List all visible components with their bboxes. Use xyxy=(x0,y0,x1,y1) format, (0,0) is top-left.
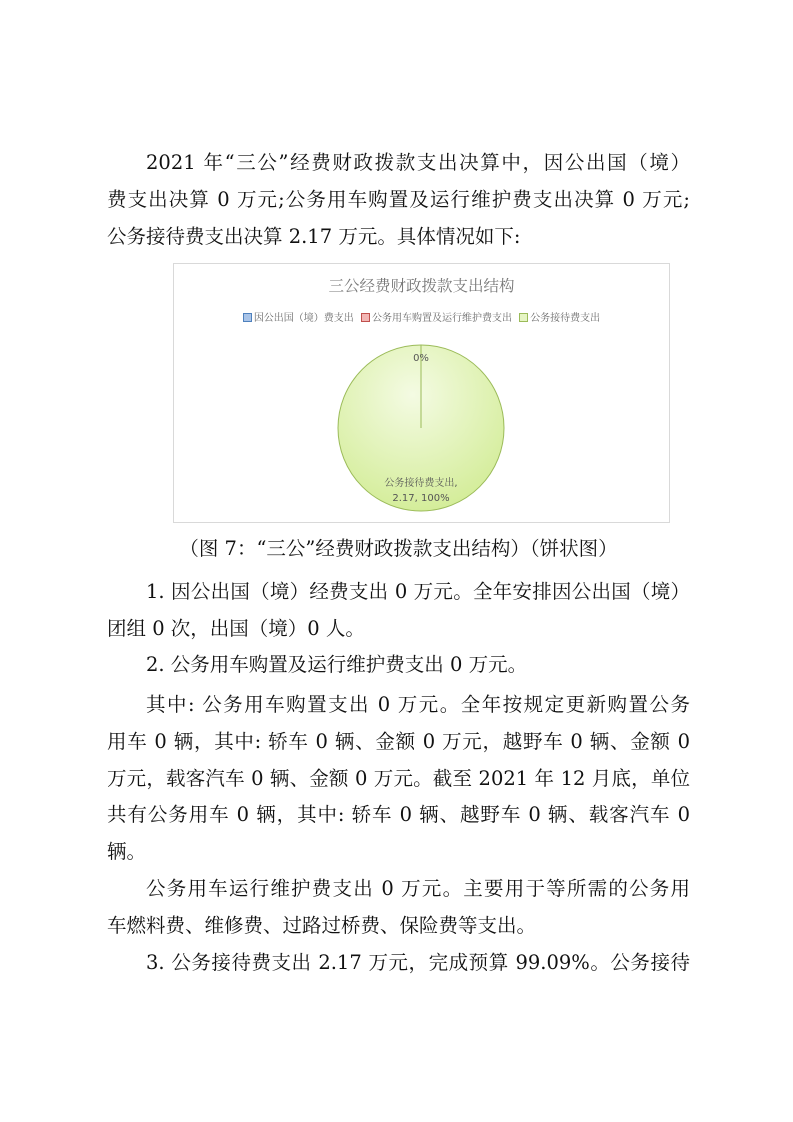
paragraph-6-line-1: 3. 公务接待费支出 2.17 万元，完成预算 99.09%。公务接待 xyxy=(146,951,690,974)
paragraph-4-line-5: 辆。 xyxy=(107,840,147,863)
paragraph-4-line-4: 共有公务用车 0 辆，其中: 轿车 0 辆、越野车 0 辆、载客汽车 0 xyxy=(107,803,690,826)
paragraph-4-line-1: 其中: 公务用车购置支出 0 万元。全年按规定更新购置公务 xyxy=(146,693,690,716)
figure-caption: （图 7：“三公”经费财政拨款支出结构）（饼状图） xyxy=(179,537,618,560)
paragraph-4-line-2: 用车 0 辆，其中: 轿车 0 辆、金额 0 万元，越野车 0 辆、金额 0 xyxy=(107,730,690,753)
paragraph-3-line-1: 2. 公务用车购置及运行维护费支出 0 万元。 xyxy=(146,653,528,676)
paragraph-2-line-1: 1. 因公出国（境）经费支出 0 万元。全年安排因公出国（境） xyxy=(146,580,690,603)
data-label-main-1: 公务接待费支出, xyxy=(384,478,458,489)
paragraph-1-line-1: 2021 年“三公”经费财政拨款支出决算中，因公出国（境） xyxy=(146,151,690,174)
pie-plot xyxy=(174,264,671,524)
chart-title: 三公经费财政拨款支出结构 xyxy=(328,277,515,295)
data-label-main-2: 2.17, 100% xyxy=(392,493,450,504)
paragraph-1-line-2: 费支出决算 0 万元;公务用车购置及运行维护费支出决算 0 万元; xyxy=(107,188,690,211)
paragraph-2-line-2: 团组 0 次，出国（境）0 人。 xyxy=(107,617,365,640)
legend-label: 公务用车购置及运行维护费支出 xyxy=(372,313,512,324)
paragraph-5-line-1: 公务用车运行维护费支出 0 万元。主要用于等所需的公务用 xyxy=(146,877,690,900)
paragraph-4-line-3: 万元，载客汽车 0 辆、金额 0 万元。截至 2021 年 12 月底，单位 xyxy=(107,767,690,790)
data-label-zero: 0% xyxy=(413,353,429,364)
pie-chart xyxy=(173,263,670,523)
legend-label: 公务接待费支出 xyxy=(530,313,601,324)
paragraph-1-line-3: 公务接待费支出决算 2.17 万元。具体情况如下: xyxy=(107,225,521,248)
paragraph-5-line-2: 车燃料费、维修费、过路过桥费、保险费等支出。 xyxy=(107,914,537,937)
legend-label: 因公出国（境）费支出 xyxy=(253,313,354,324)
